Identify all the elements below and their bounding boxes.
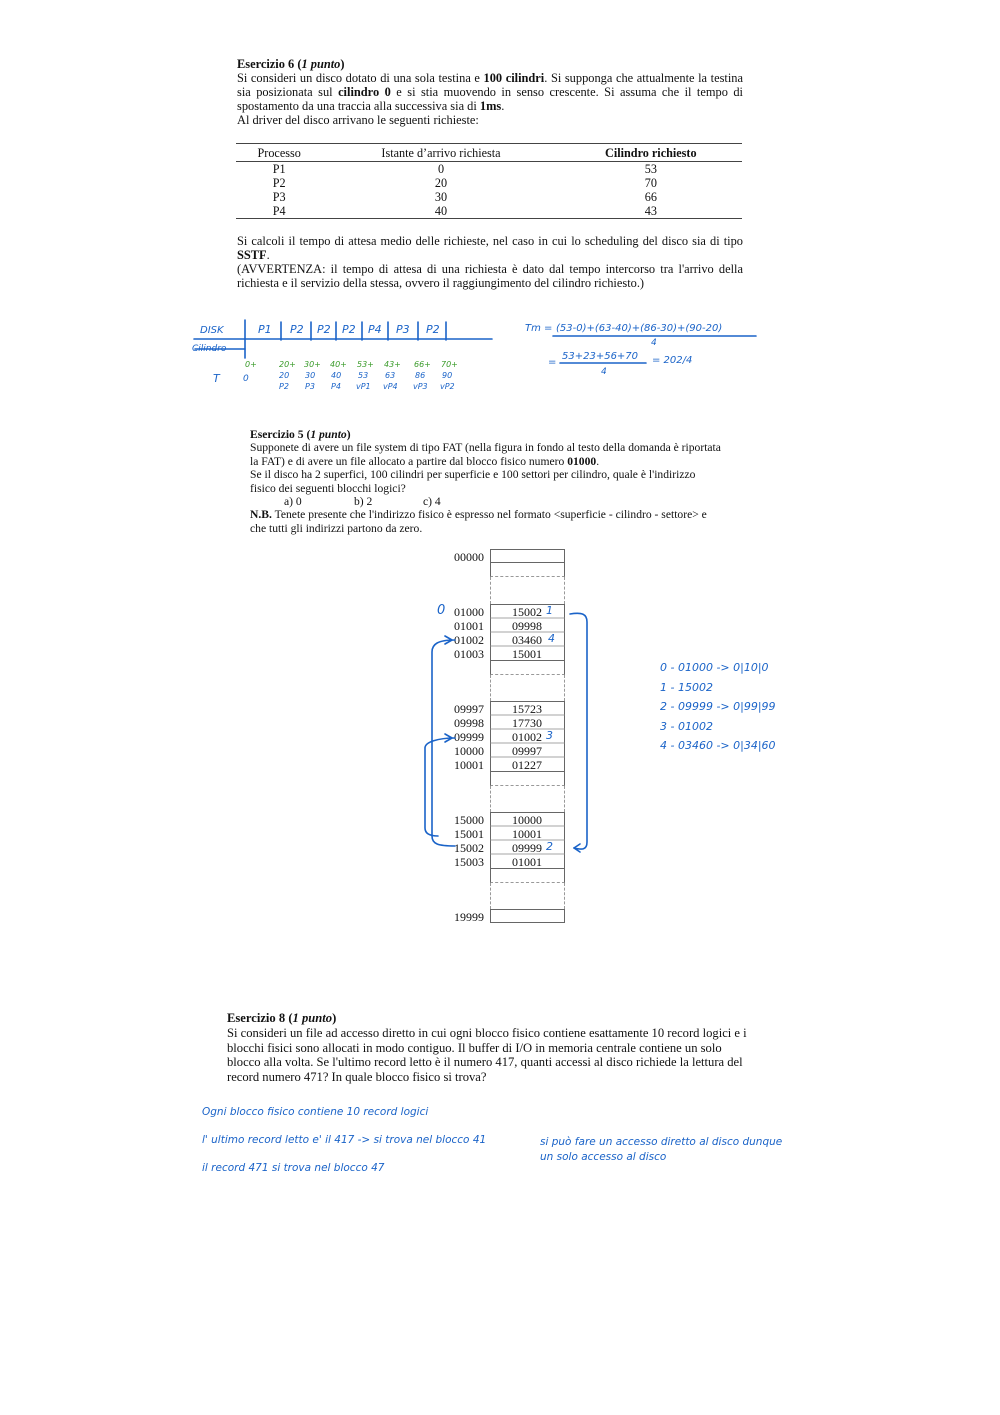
event-label: vP2	[440, 382, 455, 391]
exercise-6-text: Si consideri un disco dotato di una sola testina e 100 cilindri. Si supponga che attualmente la testina sia posizionata sul cilindro 0 e si stia muovendo in senso crescente. Si assuma che il tempo di spostamento da una traccia alla successiva sia di 1ms.	[237, 71, 744, 113]
cell: 0	[437, 162, 445, 176]
marker-zero: 0	[437, 603, 446, 618]
cell: 70	[644, 176, 657, 190]
cylinder-value: 53+	[357, 360, 374, 369]
schedule-cell: P2	[317, 323, 331, 336]
schedule-cell: P2	[290, 323, 304, 336]
fat-entry: 15002	[512, 605, 542, 619]
cylinder-value: 66+	[414, 360, 431, 369]
event-label: vP4	[383, 382, 398, 391]
tm-label: Tm =	[525, 323, 553, 334]
time-zero: 0	[243, 374, 249, 384]
exercise-5-note: N.B. Tenete presente che l'indirizzo fisico è espresso nel formato <superficie - cilindro - settore> e che tutti gli indirizzi partono da zero.	[250, 508, 707, 535]
col-processo: Processo	[236, 144, 322, 162]
fat-entry: 03460	[512, 633, 542, 647]
cylinder-value: 0+	[245, 360, 257, 369]
fat-entry: 09998	[512, 619, 542, 633]
cell: P2	[272, 176, 286, 190]
col-istante: Istante d’arrivo richiesta	[322, 144, 559, 162]
cell: 40	[322, 204, 559, 219]
schedule-cell: P2	[426, 323, 440, 336]
option-b: b) 2	[354, 495, 373, 509]
fat-entry: 10000	[512, 813, 542, 827]
fat-entry: 09997	[512, 744, 542, 758]
exercise-8-text: Si consideri un file ad accesso diretto in cui ogni blocco fisico contiene esattamente 10 record logici e i blocchi fisici sono allocati in modo contiguo. Il buffer di I/O in memoria centrale contiene un solo blocco alla volta. Se l'ultimo record letto è il numero 417, quanti accessi al disco richiede la lettura del record numero 471? In quale blocco fisico si trova?	[227, 1025, 747, 1085]
fat-address: 01002	[454, 633, 484, 647]
fat-address: 09999	[454, 730, 484, 744]
time-value: 30	[305, 371, 316, 380]
answer-line: 3 - 01002	[660, 719, 713, 733]
warning-text: (AVVERTENZA: il tempo di attesa di una richiesta è dato dal tempo intercorso tra l'arrivo della richiesta e il servizio della stessa, ovvero il raggiungimento del cilindro richiesto.)	[237, 262, 743, 290]
formula-denominator: 4	[651, 338, 657, 348]
fat-entry: 01227	[512, 758, 542, 772]
formula-result: = 202/4	[652, 355, 693, 366]
event-label: P2	[279, 382, 289, 391]
cylinder-value: 43+	[384, 360, 401, 369]
fat-address: 01001	[454, 619, 484, 633]
exercise-8	[227, 1011, 752, 1085]
time-value: 90	[442, 371, 453, 380]
time-value: 20	[279, 371, 290, 380]
fat-entry: 17730	[512, 716, 542, 730]
schedule-cell: P2	[342, 323, 356, 336]
cylinder-value: 70+	[441, 360, 458, 369]
cell: P3	[272, 190, 286, 204]
schedule-cell: P1	[258, 323, 272, 336]
fat-address: 15000	[454, 813, 484, 827]
fat-address: 15003	[454, 855, 484, 869]
formula-numerator: (53-0)+(63-40)+(86-30)+(90-20)	[556, 323, 723, 334]
exercise-8-title: Esercizio 8 (1 punto)	[227, 1011, 337, 1025]
fat-address: 00000	[454, 550, 484, 564]
marker-one: 1	[546, 604, 553, 617]
fat-entry: 09999	[512, 841, 542, 855]
option-c: c) 4	[423, 495, 441, 509]
cylinder-label: Cilindro	[192, 344, 227, 354]
fat-address: 15002	[454, 841, 484, 855]
time-value: 86	[415, 371, 426, 380]
note-side: si può fare un accesso diretto al disco dunque	[540, 1136, 783, 1148]
option-a: a) 0	[284, 495, 302, 509]
answer-line: 0 - 01000 -> 0|10|0	[660, 661, 769, 674]
cell: 53	[644, 162, 657, 176]
col-cilindro: Cilindro richiesto	[560, 144, 742, 162]
event-label: P4	[331, 382, 341, 391]
cell: P4	[236, 204, 322, 219]
marker-four: 4	[548, 632, 555, 645]
exercise-5-question: Se il disco ha 2 superfici, 100 cilindri per superficie e 100 settori per cilindro, quale è l'indirizzo fisico dei seguenti blocchi logici?	[250, 468, 696, 495]
fat-entry: 15001	[512, 647, 542, 661]
fat-entry: 01001	[512, 855, 542, 869]
fat-entry: 01002	[512, 730, 542, 744]
fat-address: 19999	[454, 910, 484, 924]
answer-line: 2 - 09999 -> 0|99|99	[660, 700, 776, 713]
cell: 20	[434, 176, 448, 190]
cylinder-value: 40+	[330, 360, 347, 369]
disk-label: DISK	[200, 325, 224, 336]
event-label: P3	[305, 382, 315, 391]
fat-address: 01003	[454, 647, 484, 661]
note-line: Ogni blocco fisico contiene 10 record logici	[202, 1106, 429, 1118]
marker-two: 2	[546, 840, 553, 853]
exercise-6-title: Esercizio 6 (1 punto)	[237, 57, 345, 71]
time-value: 40	[331, 371, 342, 380]
event-label: vP3	[413, 382, 428, 391]
formula2-numerator: 53+23+56+70	[562, 351, 639, 362]
exercise-5-title: Esercizio 5 (1 punto)	[250, 428, 351, 441]
cell: 66	[644, 190, 657, 204]
cell: 30	[434, 190, 448, 204]
time-value: 53	[358, 371, 369, 380]
note-line: il record 471 si trova nel blocco 47	[202, 1162, 385, 1174]
fat-entry: 10001	[512, 827, 542, 841]
marker-three: 3	[546, 729, 553, 742]
note-line: l' ultimo record letto e' il 417 -> si trova nel blocco 41	[202, 1134, 487, 1146]
time-value: 63	[385, 371, 396, 380]
fat-address: 10001	[454, 758, 484, 772]
event-label: vP1	[356, 382, 371, 391]
fat-address: 10000	[454, 744, 484, 758]
cylinder-value: 20+	[279, 360, 296, 369]
answer-line: 1 - 15002	[660, 680, 713, 694]
note-side: un solo accesso al disco	[540, 1151, 667, 1163]
schedule-cell: P3	[396, 323, 410, 336]
fat-entry: 15723	[512, 702, 542, 716]
fat-address: 15001	[454, 827, 484, 841]
fat-address: 09997	[454, 702, 484, 716]
formula2-denominator: 4	[601, 367, 607, 377]
time-label: T	[213, 372, 220, 385]
exercise-6-intro-table: Al driver del disco arrivano le seguenti richieste:	[237, 113, 479, 127]
schedule-cell: P4	[368, 323, 382, 336]
question-text: Si calcoli il tempo di attesa medio delle richieste, nel caso in cui lo scheduling del disco sia di tipo SSTF.	[237, 234, 743, 262]
fat-address: 09998	[454, 716, 484, 730]
answer-line: 4 - 03460 -> 0|34|60	[660, 739, 776, 752]
equals-sign: =	[548, 357, 557, 368]
cylinder-value: 30+	[304, 360, 321, 369]
cell: P1	[272, 162, 286, 176]
fat-answers	[660, 658, 776, 756]
fat-address: 01000	[454, 605, 484, 619]
cell: 43	[560, 204, 742, 219]
exercise-5-text: Supponete di avere un file system di tipo FAT (nella figura in fondo al testo della domanda è riportata la FAT) e di avere un file allocato a partire dal blocco fisico numero 01000.	[250, 441, 721, 468]
